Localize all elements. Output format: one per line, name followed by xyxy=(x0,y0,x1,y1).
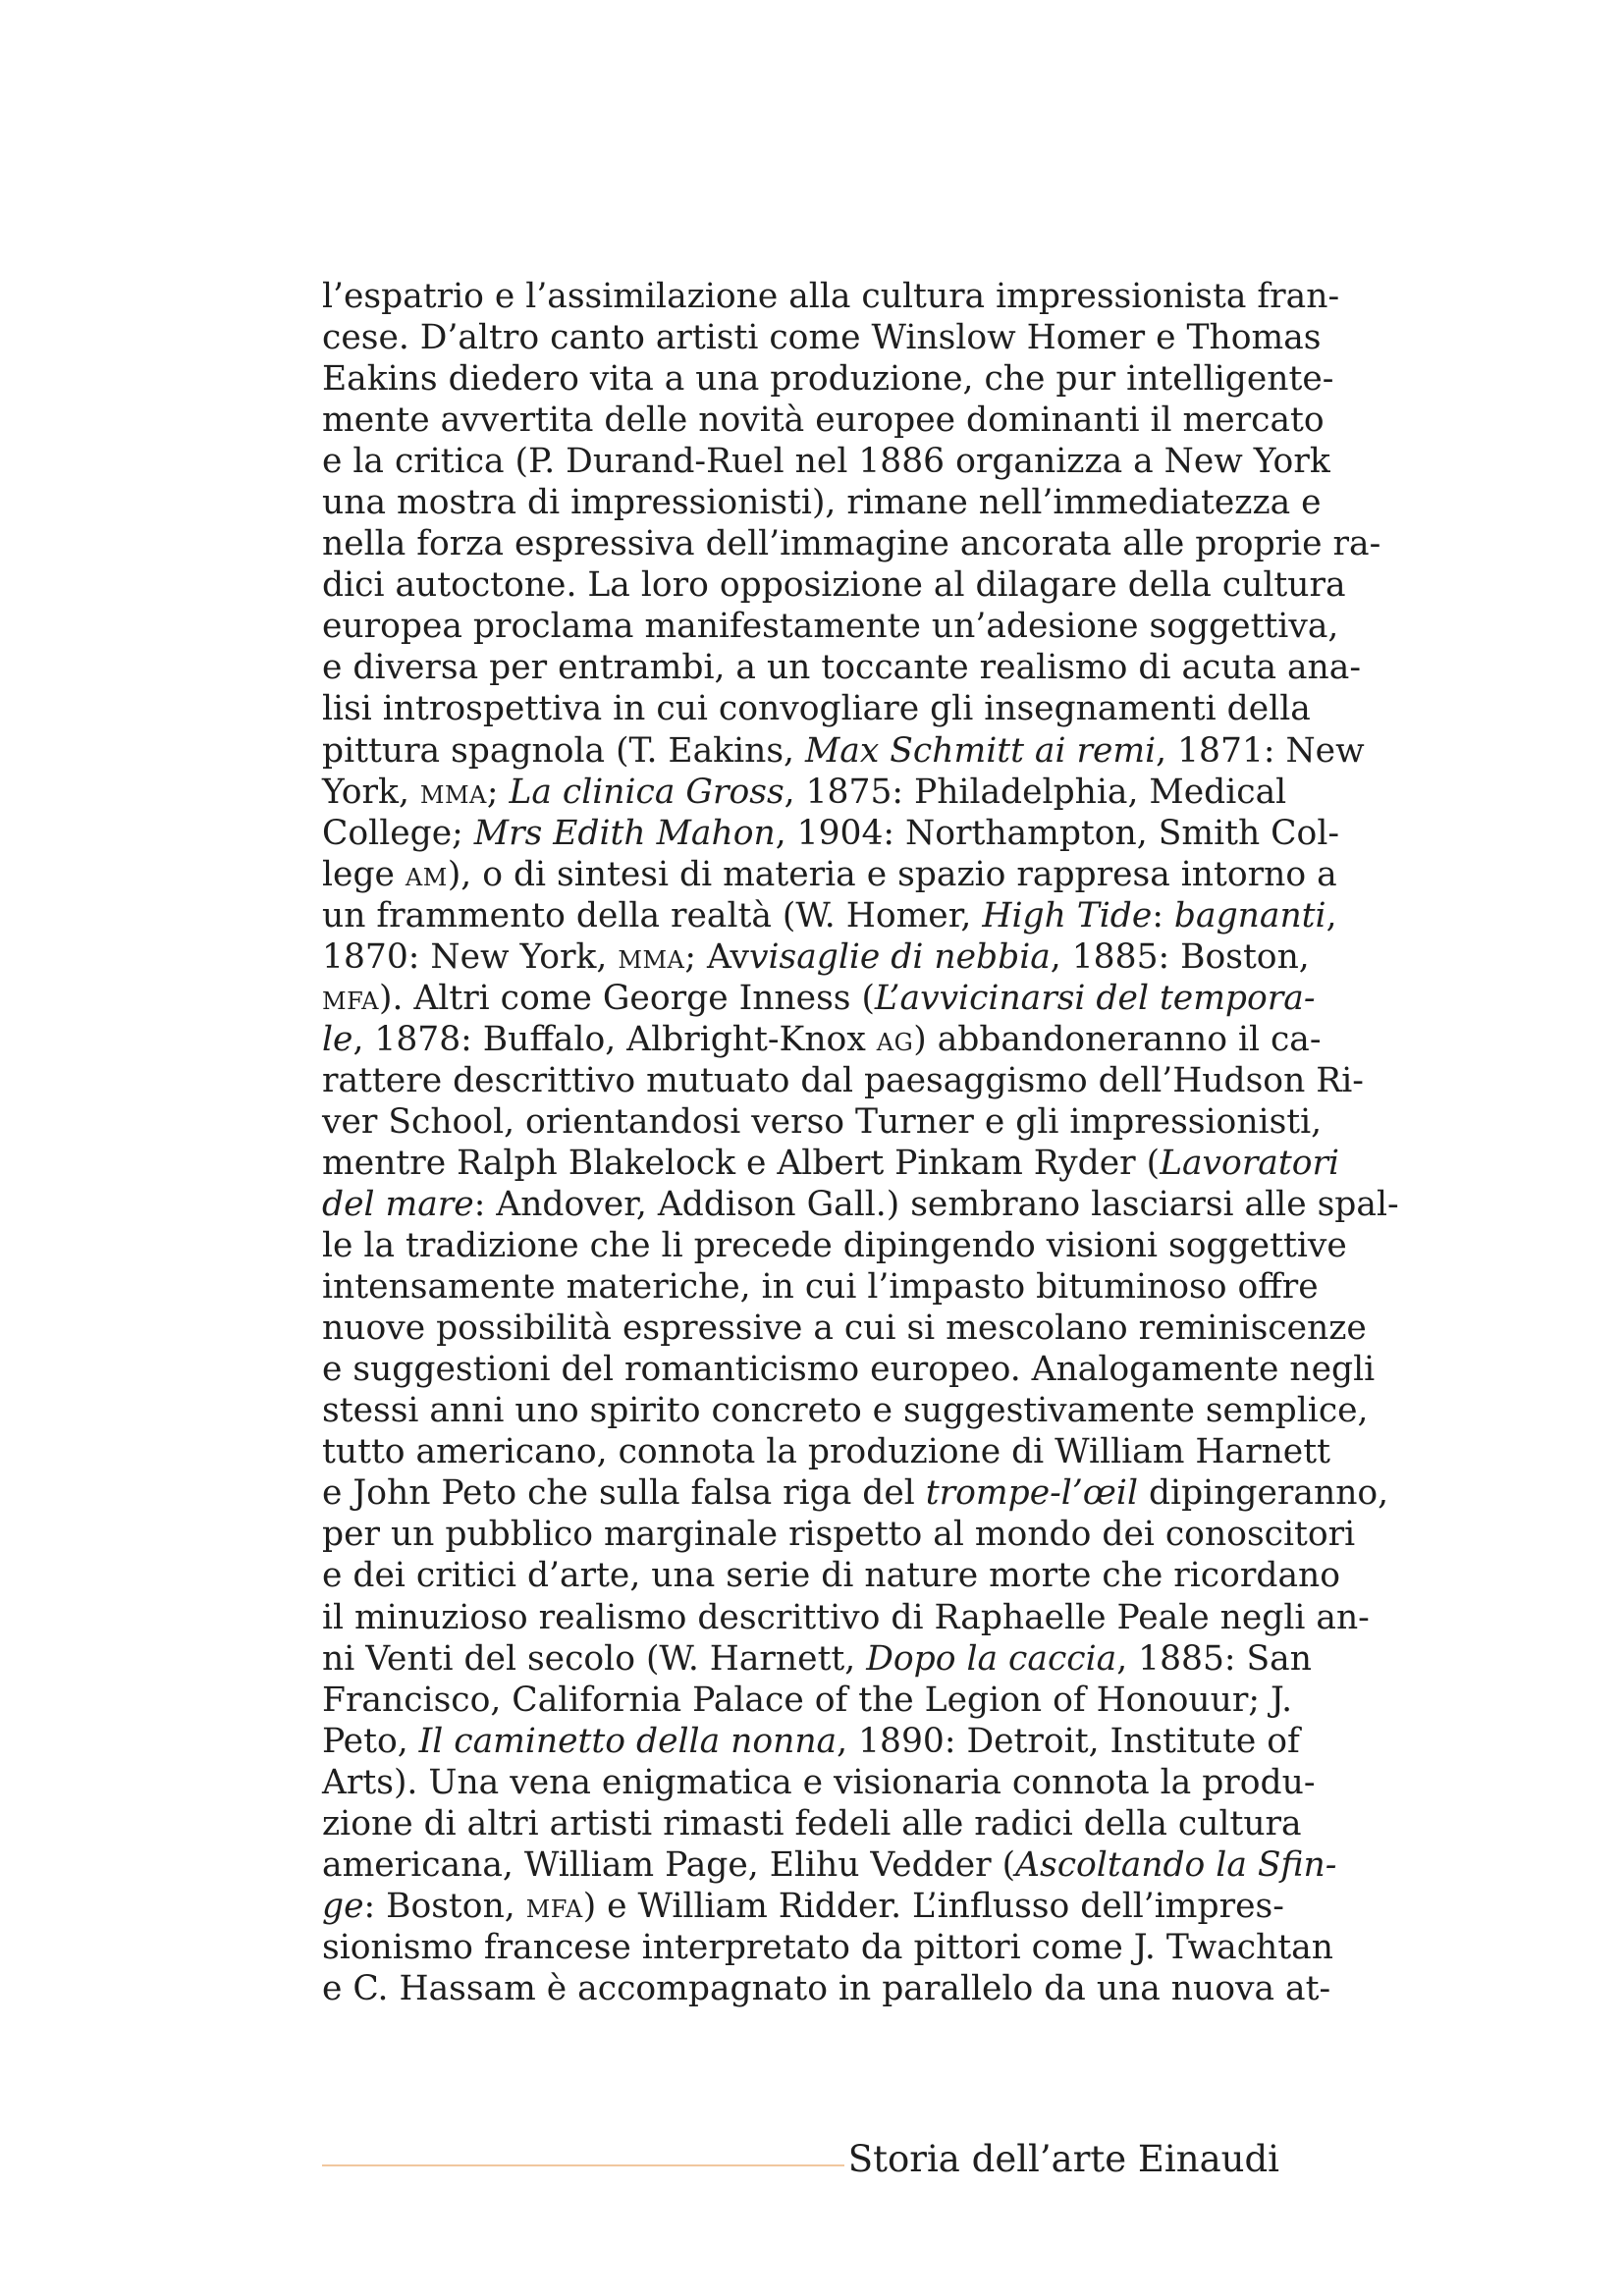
text-line: Eakins diedero vita a una produzione, che pur intelligente- xyxy=(322,359,1334,400)
text-line: le, 1878: Buffalo, Albright-Knox ag) abbandoneranno il ca- xyxy=(322,1019,1322,1059)
text-line: per un pubblico marginale rispetto al mondo dei conoscitori xyxy=(322,1515,1356,1555)
artwork-title: Lavoratori xyxy=(1160,1143,1340,1183)
text-line: dici autoctone. La loro opposizione al dilagare della cultura xyxy=(322,565,1346,606)
museum-abbreviation: am xyxy=(405,854,448,894)
artwork-title: Mrs Edith Mahon xyxy=(473,813,776,853)
italic-term: trompe-l’œil xyxy=(925,1473,1138,1514)
text-line: e dei critici d’arte, una serie di nature morte che ricordano xyxy=(322,1556,1341,1596)
text-line: ver School, orientandosi verso Turner e gli impressionisti, xyxy=(322,1101,1323,1142)
text-line: 1870: New York, mma; Avvisaglie di nebbia, 1885: Boston, xyxy=(322,936,1310,977)
text-line: mentre Ralph Blakelock e Albert Pinkam Ryder (Lavoratori xyxy=(322,1143,1340,1183)
text-line: zione di altri artisti rimasti fedeli alle radici della cultura xyxy=(322,1803,1302,1843)
artwork-title: L’avvicinarsi del tempora- xyxy=(874,978,1316,1018)
text-line: pittura spagnola (T. Eakins, Max Schmitt ai remi, 1871: New xyxy=(322,730,1365,771)
text-line: del mare: Andover, Addison Gall.) sembrano lasciarsi alle spal- xyxy=(322,1185,1399,1225)
text-line: e C. Hassam è accompagnato in parallelo da una nuova at- xyxy=(322,1968,1331,2008)
text-line: ge: Boston, mfa) e William Ridder. L’influsso dell’impres- xyxy=(322,1886,1284,1926)
text-line: e John Peto che sulla falsa riga del trompe-l’œil dipingeranno, xyxy=(322,1473,1389,1514)
text-line: le la tradizione che li precede dipingendo visioni soggettive xyxy=(322,1226,1347,1266)
artwork-title: High Tide xyxy=(982,895,1153,935)
artwork-title: ge xyxy=(322,1886,364,1926)
text-line: Peto, Il caminetto della nonna, 1890: Detroit, Institute of xyxy=(322,1721,1300,1761)
body-text xyxy=(322,276,1399,2009)
text-line: rattere descrittivo mutuato dal paesaggismo dell’Hudson Ri- xyxy=(322,1060,1364,1100)
artwork-title: Ascoltando la Sfin- xyxy=(1015,1844,1337,1885)
text-line: il minuzioso realismo descrittivo di Raphaelle Peale negli an- xyxy=(322,1597,1370,1637)
artwork-title: bagnanti xyxy=(1173,895,1326,935)
artwork-title: le xyxy=(322,1019,353,1059)
text-line: e suggestioni del romanticismo europeo. Analogamente negli xyxy=(322,1350,1376,1390)
text-line: sionismo francese interpretato da pittori come J. Twachtan xyxy=(322,1927,1333,1967)
artwork-title: Il caminetto della nonna xyxy=(418,1721,838,1761)
text-line: cese. D’altro canto artisti come Winslow Homer e Thomas xyxy=(322,318,1322,358)
text-line: lisi introspettiva in cui convogliare gli insegnamenti della xyxy=(322,689,1311,729)
text-line: americana, William Page, Elihu Vedder (Ascoltando la Sfin- xyxy=(322,1844,1337,1885)
artwork-title: Dopo la caccia xyxy=(866,1638,1117,1679)
text-line: intensamente materiche, in cui l’impasto bituminoso offre xyxy=(322,1267,1319,1308)
text-line: l’espatrio e l’assimilazione alla cultura impressionista fran- xyxy=(322,277,1340,316)
text-line: e diversa per entrambi, a un toccante realismo di acuta ana- xyxy=(322,648,1361,688)
text-line: europea proclama manifestamente un’adesione soggettiva, xyxy=(322,607,1339,647)
museum-abbreviation: ag xyxy=(876,1019,914,1059)
museum-abbreviation: mma xyxy=(618,936,685,977)
text-line: stessi anni uno spirito concreto e suggestivamente semplice, xyxy=(322,1391,1369,1431)
footer-rule xyxy=(322,2164,844,2166)
text-line: mente avvertita delle novità europee dominanti il mercato xyxy=(322,400,1325,441)
text-line: e la critica (P. Durand-Ruel nel 1886 organizza a New York xyxy=(322,442,1330,482)
text-line: un frammento della realtà (W. Homer, High Tide: bagnanti, xyxy=(322,895,1337,935)
text-line: College; Mrs Edith Mahon, 1904: Northampton, Smith Col- xyxy=(322,813,1340,853)
text-line: ni Venti del secolo (W. Harnett, Dopo la caccia, 1885: San xyxy=(322,1638,1312,1679)
artwork-title: La clinica Gross xyxy=(509,772,784,812)
footer-title: Storia dell’arte Einaudi xyxy=(847,2138,1279,2180)
museum-abbreviation: mma xyxy=(419,772,487,812)
text-line: York, mma; La clinica Gross, 1875: Philadelphia, Medical xyxy=(322,772,1287,812)
artwork-title: Max Schmitt ai remi xyxy=(804,730,1157,771)
text-line: Francisco, California Palace of the Legion of Honouur; J. xyxy=(322,1680,1293,1720)
text-line: lege am), o di sintesi di materia e spazio rappresa intorno a xyxy=(322,854,1337,894)
text-line: nuove possibilità espressive a cui si mescolano reminiscenze xyxy=(322,1308,1367,1349)
text-line: Arts). Una vena enigmatica e visionaria connota la produ- xyxy=(322,1762,1316,1802)
text-line: nella forza espressiva dell’immagine ancorata alle proprie ra- xyxy=(322,524,1381,564)
artwork-title: del mare xyxy=(322,1185,474,1225)
artwork-title: visaglie di nebbia xyxy=(748,936,1051,977)
text-line: tutto americano, connota la produzione di William Harnett xyxy=(322,1432,1330,1472)
museum-abbreviation: mfa xyxy=(322,978,379,1018)
text-line: una mostra di impressionisti), rimane nell’immediatezza e xyxy=(322,483,1322,523)
text-line: mfa). Altri come George Inness (L’avvicinarsi del tempora- xyxy=(322,978,1316,1018)
museum-abbreviation: mfa xyxy=(525,1886,583,1926)
